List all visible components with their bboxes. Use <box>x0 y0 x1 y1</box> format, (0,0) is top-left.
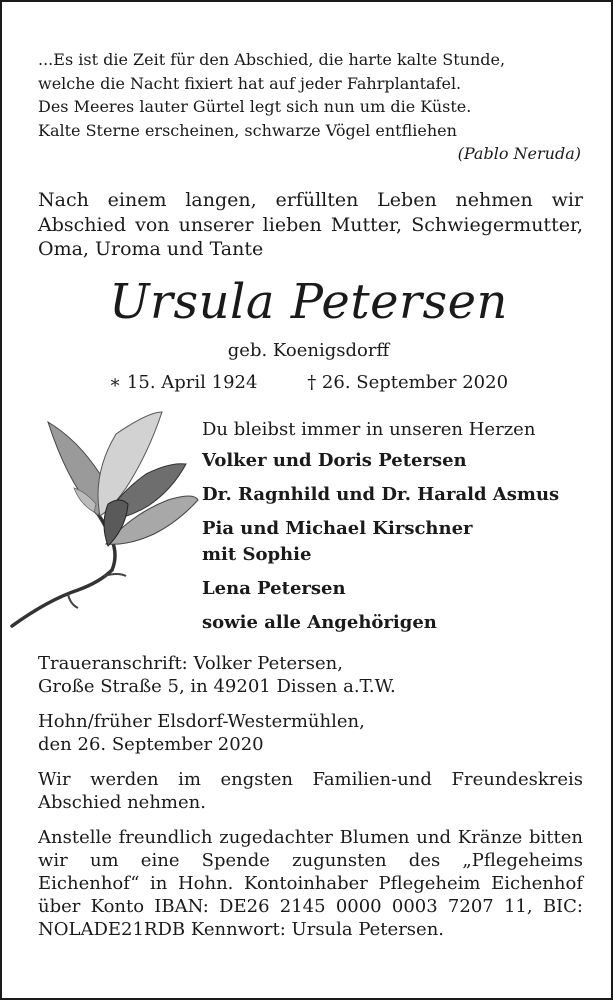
poem-quote <box>38 48 583 166</box>
birth-date: ∗ 15. April 1924 <box>108 372 258 393</box>
donation-request: Anstelle freundlich zugedachter Blumen und Kränze bitten wir um eine Spende zugunsten des „Pflegeheims Eichenhof“ in Hohn. Kontoinhaber Pflegeheim Eichenhof über Konto IBAN: DE26 2145 0000 0003 7207 11, BIC: NOLADE21RDB Kennwort: Ursula Petersen. <box>38 827 583 940</box>
poem-line: Des Meeres lauter Gürtel legt sich nun um die Küste. <box>38 97 472 116</box>
petal <box>48 422 104 516</box>
announcement-text <box>38 188 583 262</box>
poem-line: welche die Nacht fixiert hat auf jeder Fahrplantafel. <box>38 73 462 93</box>
place-and-date: Hohn/früher Elsdorf-Westermühlen, den 26. September 2020 <box>38 711 365 755</box>
mourning-address: Traueranschrift: Volker Petersen, Große Straße 5, in 49201 Dissen a.T.W. <box>38 653 396 697</box>
poem-author: (Pablo Neruda) <box>457 144 581 163</box>
mourner-name: Dr. Ragnhild und Dr. Harald Asmus <box>202 484 560 505</box>
mourner-name: Lena Petersen <box>202 578 346 599</box>
notice-details <box>38 652 583 953</box>
twig <box>68 594 78 608</box>
announcement-line: Oma, Uroma und Tante <box>38 238 264 260</box>
birth-name: geb. Koenigsdorff <box>227 340 390 361</box>
announcement-line: Nach einem langen, erfüllten Leben nehmen wir <box>38 189 583 211</box>
mourner-name: Pia und Michael Kirschner mit Sophie <box>202 518 473 565</box>
mourner-name: Volker und Doris Petersen <box>202 450 467 471</box>
announcement-line: Abschied von unserer lieben Mutter, Schwiegermutter, <box>38 213 583 236</box>
twig <box>104 574 126 576</box>
poem-line: ...Es ist die Zeit für den Abschied, die harte kalte Stunde, <box>38 50 506 69</box>
branch-stem <box>12 514 115 626</box>
death-date: † 26. September 2020 <box>307 372 509 393</box>
life-dates <box>2 371 613 395</box>
poem-line: Kalte Sterne erscheinen, schwarze Vögel entfliehen <box>38 120 457 140</box>
mourner-name: sowie alle Angehörigen <box>202 612 437 633</box>
deceased-name: Ursula Petersen <box>109 274 508 330</box>
mourners-message: Du bleibst immer in unseren Herzen <box>202 419 536 440</box>
funeral-note: Wir werden im engsten Familien-und Freundeskreis Abschied nehmen. <box>38 769 583 813</box>
mourners-block <box>202 416 582 644</box>
magnolia-flower-image <box>8 404 208 634</box>
